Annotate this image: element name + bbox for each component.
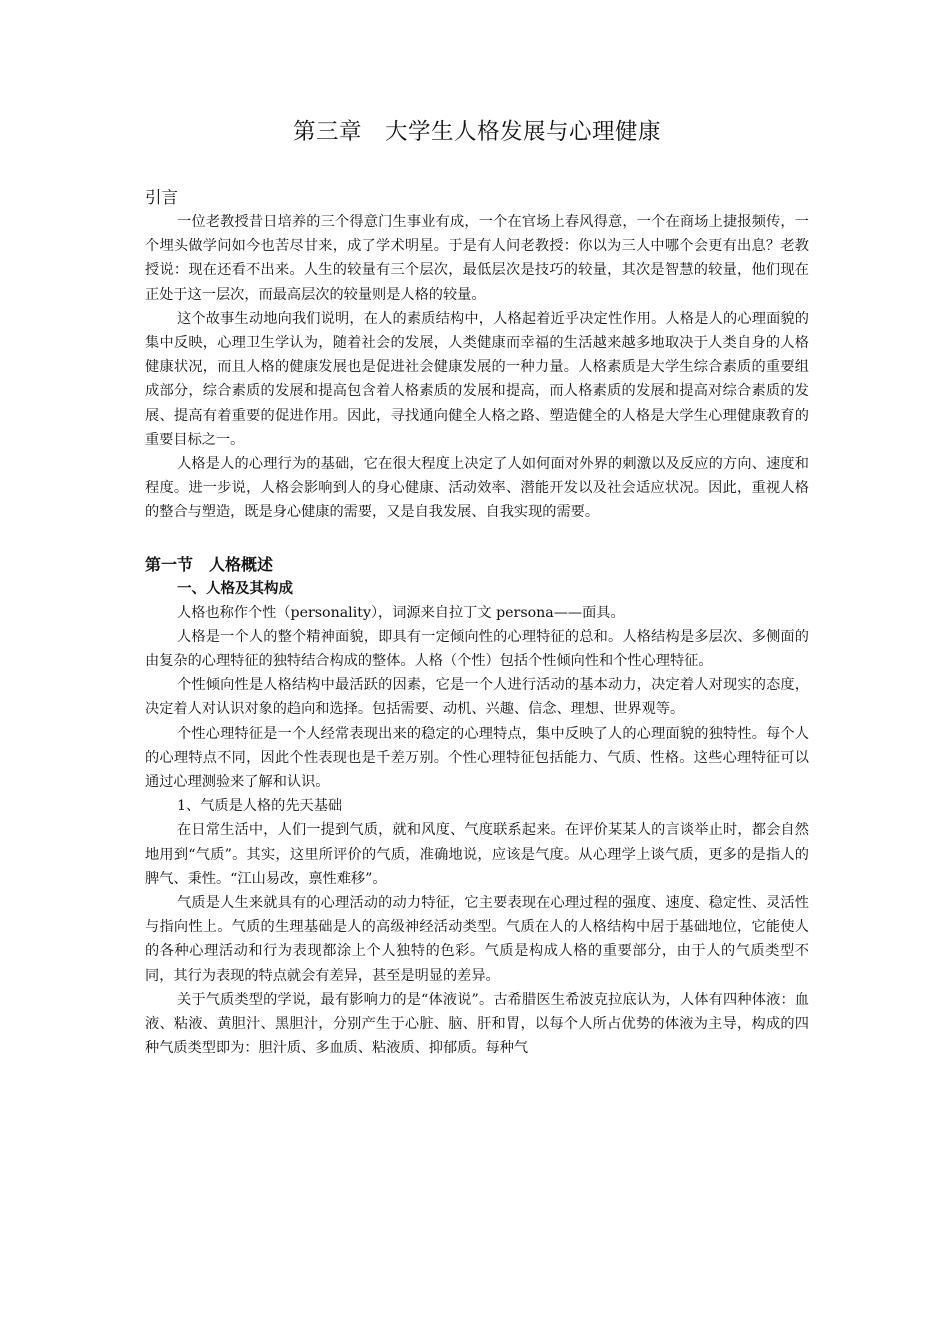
item-paragraph-1: 在日常生活中，人们一提到气质，就和风度、气度联系起来。在评价某某人的言谈举止时，都会自然地用到“气质”。其实，这里所评价的气质，准确地说，应该是气度。从心理学上谈气质，更多的是指人的脾气、秉性。“江山易改，禀性难移”。 — [145, 822, 809, 887]
intro-paragraph-3: 人格是人的心理行为的基础，它在很大程度上决定了人如何面对外界的刺激以及反应的方向、速度和程度。进一步说，人格会影响到人的身心健康、活动效率、潜能开发以及社会适应状况。因此，重视人格的整合与塑造，既是身心健康的需要，又是自我发展、自我实现的需要。 — [145, 456, 809, 521]
item-paragraph-2: 气质是人生来就具有的心理活动的动力特征，它主要表现在心理过程的强度、速度、稳定性、灵活性与指向性上。气质的生理基础是人的高级神经活动类型。气质在人的人格结构中居于基础地位，它能使人的各种心理活动和行为表现都涂上个人独特的色彩。气质是构成人格的重要部分，由于人的气质类型不同，其行为表现的特点就会有差异，甚至是明显的差异。 — [145, 895, 809, 984]
intro-paragraph-1: 一位老教授昔日培养的三个得意门生事业有成，一个在官场上春风得意，一个在商场上捷报频传，一个埋头做学问如今也苦尽甘来，成了学术明星。于是有人问老教授：你以为三人中哪个会更有出息？老教授说：现在还看不出来。人生的较量有三个层次，最低层次是技巧的较量，其次是智慧的较量，他们现在正处于这一层次，而最高层次的较量则是人格的较量。 — [145, 214, 809, 303]
chapter-title: 第三章 大学生人格发展与心理健康 — [292, 119, 661, 145]
section-paragraph-3: 个性倾向性是人格结构中最活跃的因素，它是一个人进行活动的基本动力，决定着人对现实的态度，决定着人对认识对象的趋向和选择。包括需要、动机、兴趣、信念、理想、世界观等。 — [145, 677, 809, 718]
section-paragraph-2: 人格是一个人的整个精神面貌，即具有一定倾向性的心理特征的总和。人格结构是多层次、多侧面的由复杂的心理特征的独特结合构成的整体。人格（个性）包括个性倾向性和个性心理特征。 — [145, 628, 809, 670]
item-heading: 1、气质是人格的先天基础 — [177, 798, 343, 815]
section-paragraph-1: 人格也称作个性（personality），词源来自拉丁文 persona——面具。 — [177, 604, 625, 621]
item-paragraph-3: 关于气质类型的学说，最有影响力的是“体液说”。古希腊医生希波克拉底认为，人体有四种体液：血液、粘液、黄胆汁、黑胆汁，分别产生于心脏、脑、肝和胃，以每个人所占优势的体液为主导，构成的四种气质类型即为：胆汁质、多血质、粘液质、抑郁质。每种气 — [145, 991, 809, 1057]
section-paragraph-4: 个性心理特征是一个人经常表现出来的稳定的心理特点，集中反映了人的心理面貌的独特性。每个人的心理特点不同，因此个性表现也是千差万别。个性心理特征包括能力、气质、性格。这些心理特征可以通过心理测验来了解和认识。 — [145, 725, 809, 791]
intro-paragraph-2: 这个故事生动地向我们说明，在人的素质结构中，人格起着近乎决定性作用。人格是人的心理面貌的集中反映，心理卫生学认为，随着社会的发展，人类健康而幸福的生活越来越多地取决于人类自身的人格健康状况，而且人格的健康发展也是促进社会健康发展的一种力量。人格素质是大学生综合素质的重要组成部分，综合素质的发展和提高包含着人格素质的发展和提高，而人格素质的发展和提高对综合素质的发展、提高有着重要的促进作用。因此，寻找通向健全人格之路、塑造健全的人格是大学生心理健康教育的重要目标之一。 — [145, 310, 809, 448]
intro-heading: 引言 — [145, 188, 178, 207]
subsection-heading: 一、人格及其构成 — [177, 580, 293, 597]
document-page — [145, 112, 809, 1061]
section-heading: 第一节 人格概述 — [145, 554, 274, 574]
